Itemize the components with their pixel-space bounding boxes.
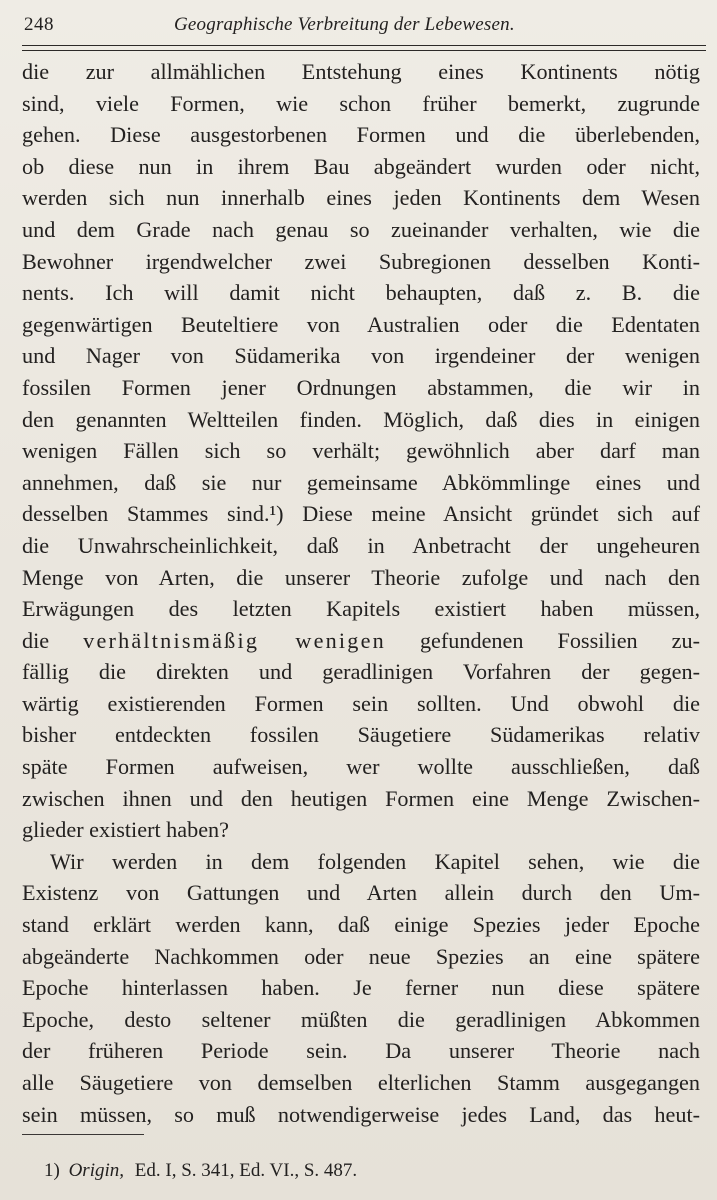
text-line: Menge von Arten, die unserer Theorie zufolge und nach den [22, 564, 700, 590]
text-line: alle Säugetiere von demselben elterlichen Stamm ausgegangen [22, 1070, 700, 1095]
footnote [44, 1160, 357, 1182]
text-line: bisher entdeckten fossilen Säugetiere Südamerikas relativ [22, 722, 700, 748]
text-line-paragraph-end: glieder existiert haben? [22, 817, 229, 843]
header-rule [22, 45, 706, 46]
text-line: und Nager von Südamerika von irgendeiner der wenigen [22, 343, 700, 369]
text-line: fossilen Formen jener Ordnungen abstammen, die wir in [22, 374, 700, 400]
text-line: wärtig existierenden Formen sein sollten. Und obwohl die [22, 690, 700, 716]
text-line: den genannten Weltteilen finden. Möglich, daß dies in einigen [22, 406, 700, 432]
text-line: ob diese nun in ihrem Bau abgeändert wurden oder nicht, [22, 153, 700, 179]
text-line: der früheren Periode sein. Da unserer Theorie nach [22, 1038, 700, 1064]
running-title: Geographische Verbreitung der Lebewesen. [174, 14, 515, 35]
text-line: fällig die direkten und geradlinigen Vorfahren der gegen- [22, 659, 700, 685]
header-rule-thin [22, 50, 706, 51]
text-line: gegenwärtigen Beuteltiere von Australien oder die Edentaten [22, 311, 700, 337]
text-line: abgeänderte Nachkommen oder neue Spezies an eine spätere [22, 943, 700, 969]
text-line: wenigen Fällen sich so verhält; gewöhnlich aber darf man [22, 438, 700, 464]
footnote-text: Ed. I, S. 341, Ed. VI., S. 487. [134, 1160, 358, 1181]
spaced-emphasis: verhältnismäßig wenigen [83, 627, 386, 653]
text-line: Epoche, desto seltener müßten die geradlinigen Abkommen [22, 1006, 700, 1032]
text-line: zwischen ihnen und den heutigen Formen eine Menge Zwischen- [22, 785, 700, 811]
text-line: gehen. Diese ausgestorbenen Formen und die überlebenden, [22, 122, 700, 148]
text-line: Erwägungen des letzten Kapitels existiert haben müssen, [22, 596, 700, 622]
text-line: und dem Grade nach genau so zueinander verhalten, wie die [22, 216, 700, 242]
footnote-source-title: Origin, [68, 1160, 125, 1181]
text-line: die Unwahrscheinlichkeit, daß in Anbetracht der ungeheuren [22, 532, 700, 558]
body-text [22, 56, 700, 1130]
footnote-marker: 1) [44, 1160, 60, 1181]
running-header [24, 14, 696, 46]
text-line: Existenz von Gattungen und Arten allein durch den Um- [22, 880, 700, 906]
text-line-paragraph-start: Wir werden in dem folgenden Kapitel sehen, wie die [50, 848, 700, 874]
text-line: desselben Stammes sind.¹) Diese meine Ansicht gründet sich auf [22, 501, 700, 527]
text-line: werden sich nun innerhalb eines jeden Kontinents dem Wesen [22, 185, 700, 211]
text-line: nents. Ich will damit nicht behaupten, daß z. B. die [22, 280, 700, 306]
text-line: Epoche hinterlassen haben. Je ferner nun diese spätere [22, 975, 700, 1001]
footnote-rule [22, 1134, 144, 1135]
text-line: sind, viele Formen, wie schon früher bemerkt, zugrunde [22, 90, 700, 116]
text-line: sein müssen, so muß notwendigerweise jedes Land, das heut- [22, 1101, 700, 1127]
text-line: die verhältnismäßig wenigen gefundenen Fossilien zu- [22, 627, 701, 653]
text-line: annehmen, daß sie nur gemeinsame Abkömmlinge eines und [22, 469, 700, 495]
text-line: die zur allmählichen Entstehung eines Kontinents nötig [22, 59, 700, 84]
text-line: späte Formen aufweisen, wer wollte ausschließen, daß [22, 754, 700, 780]
text-line: stand erklärt werden kann, daß einige Spezies jeder Epoche [22, 912, 700, 938]
page-number: 248 [24, 14, 54, 35]
text-line: Bewohner irgendwelcher zwei Subregionen desselben Konti- [22, 248, 700, 274]
